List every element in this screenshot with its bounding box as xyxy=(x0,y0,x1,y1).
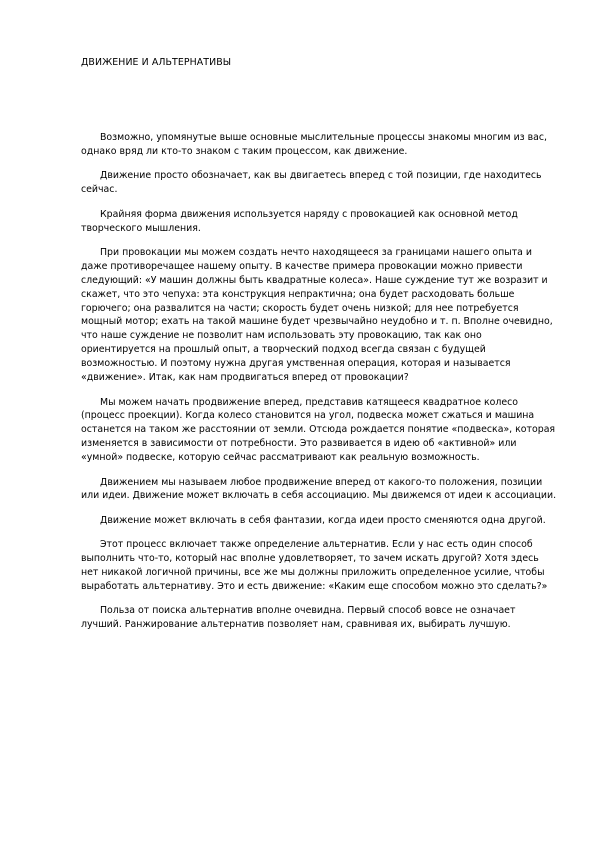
paragraph-5: Мы можем начать продвижение вперед, представив катящееся квадратное колесо (процесс проекции). Когда колесо становится на угол, подвеска может сжаться и машина останется на таком же расстоянии от земли. Отсюда рождается понятие «подвеска», которая изменяется в зависимости от потребности. Это развивается в идею об «активной» или «умной» подвеске, которую сейчас рассматривают как реальную возможность. xyxy=(81,396,556,464)
paragraph-2: Движение просто обозначает, как вы двигаетесь вперед с той позиции, где находитесь сейчас. xyxy=(81,170,542,196)
paragraph-4: При провокации мы можем создать нечто находящееся за границами нашего опыта и даже противоречащее нашему опыту. В качестве примера провокации можно привести следующий: «У машин должны быть квадратные колеса». Наше суждение тут же возразит и скажет, что это чепуха: эта конструкция непрактична; она будет расходовать больше горючего; она развалится на части; скорость будет очень низкой; для нее потребуется мощный мотор; ехать на такой машине будет чрезвычайно неудобно и т. п. Вполне очевидно, что наше суждение не позволит нам использовать эту провокацию, так как оно ориентируется на прошлый опыт, а творческий подход всегда связан с будущей возможностью. И поэтому нужна другая умственная операция, которая и называется «движение». Итак, как нам продвигаться вперед от провокации? xyxy=(81,246,553,384)
paragraph-1: Возможно, упомянутые выше основные мыслительные процессы знакомы многим из вас, однако вряд ли кто-то знаком с таким процессом, как движение. xyxy=(81,132,548,157)
paragraph-7: Движение может включать в себя фантазии, когда идеи просто сменяются одна другой. xyxy=(100,514,546,526)
document-title: ДВИЖЕНИЕ И АЛЬТЕРНАТИВЫ xyxy=(81,57,232,68)
paragraph-9: Польза от поиска альтернатив вполне очевидна. Первый способ вовсе не означает лучший. Ранжирование альтернатив позволяет нам, сравнивая их, выбирать лучшую. xyxy=(81,605,516,631)
paragraph-8: Этот процесс включает также определение альтернатив. Если у нас есть один способ выполнить что-то, который нас вполне удовлетворяет, то зачем искать другой? Хотя здесь нет никакой логичной причины, все же мы должны приложить определенное усилие, чтобы выработать альтернативу. Это и есть движение: «Каким еще способом можно это сделать?» xyxy=(81,539,548,592)
document-body xyxy=(81,131,559,643)
paragraph-3: Крайняя форма движения используется наряду с провокацией как основной метод творческого мышления. xyxy=(81,208,518,234)
paragraph-6: Движением мы называем любое продвижение вперед от какого-то положения, позиции или идеи. Движение может включать в себя ассоциацию. Мы движемся от идеи к ассоциации. xyxy=(81,476,557,502)
